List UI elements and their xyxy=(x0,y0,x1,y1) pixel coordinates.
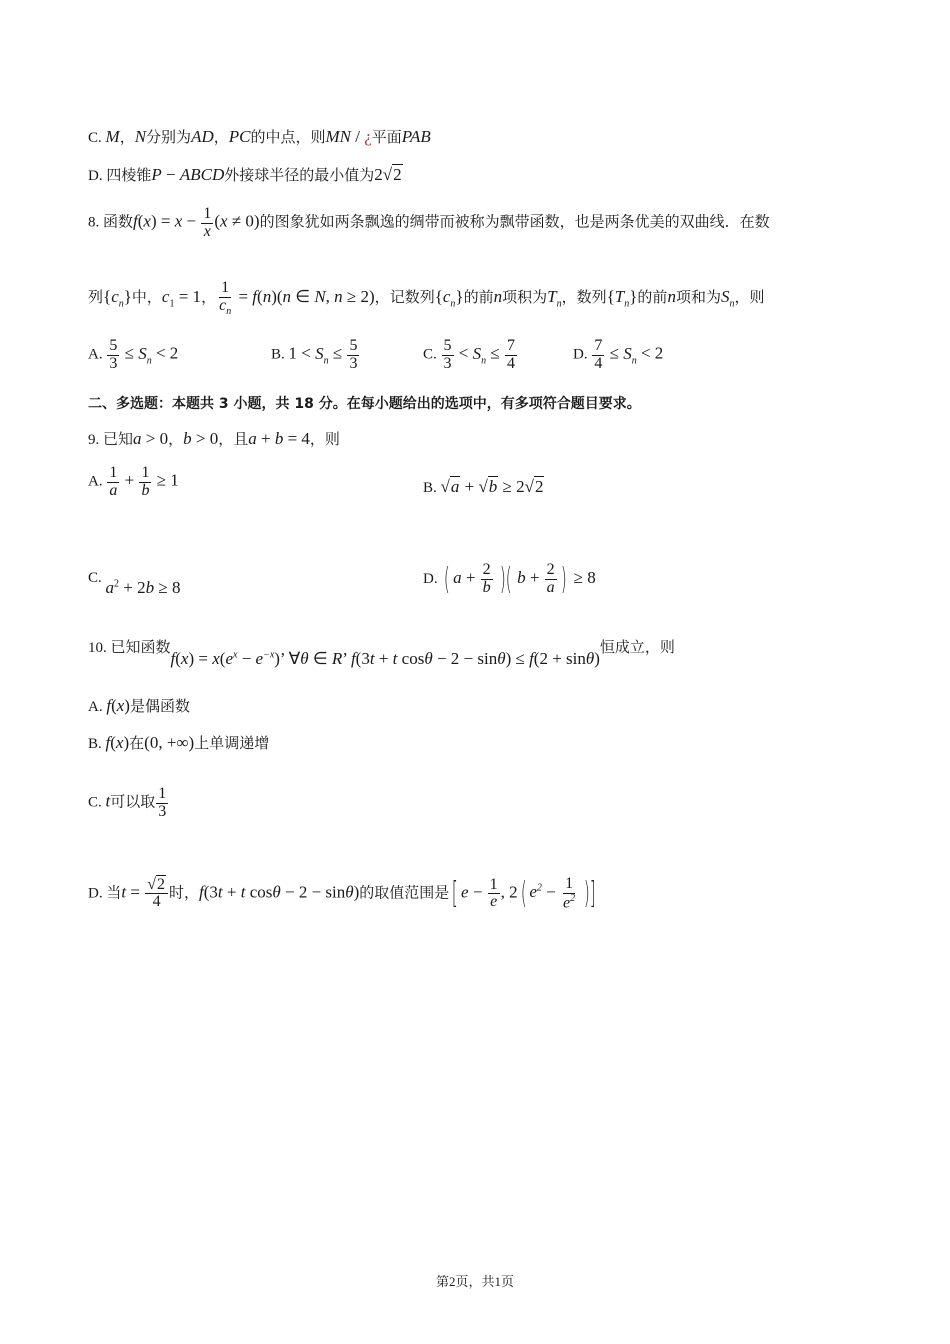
math: ) xyxy=(123,733,130,752)
math: (3 xyxy=(203,882,218,902)
math: $T_n$ xyxy=(547,287,562,310)
math: n xyxy=(667,287,676,307)
fraction: $\frac{1}{c_n}$ xyxy=(219,279,232,317)
fraction: $\frac{2}{a}$ xyxy=(546,561,555,596)
math: / xyxy=(351,127,365,146)
math: a xyxy=(105,578,115,597)
fraction: $\frac{5}{3}$ xyxy=(109,337,118,372)
text: 外接球半径的最小值为 xyxy=(224,168,375,184)
math: (3 xyxy=(355,649,370,668)
math: ) = xyxy=(150,211,175,231)
math: x xyxy=(212,649,220,668)
q7-option-d xyxy=(88,166,403,184)
fraction: $\frac{7}{4}$ xyxy=(506,337,515,372)
question-number: 8. xyxy=(88,214,100,231)
math: $S_n$ xyxy=(720,287,735,310)
math: cos xyxy=(397,649,425,668)
text: 函数 xyxy=(103,214,134,231)
math: a xyxy=(453,567,462,587)
math: + xyxy=(525,567,544,587)
math: > 0 xyxy=(141,429,169,448)
math: ’ xyxy=(342,649,351,668)
math: $S_n$ xyxy=(315,343,329,367)
fraction: $\frac{1}{a}$ xyxy=(109,464,118,499)
math: )] xyxy=(583,875,596,911)
math: f xyxy=(133,211,138,231)
math: )( xyxy=(271,287,283,307)
math: MN xyxy=(325,127,351,146)
math: ) xyxy=(560,562,567,597)
math: b xyxy=(517,567,526,587)
q10-option-c xyxy=(88,786,169,821)
question-number: 9. xyxy=(88,432,100,448)
math: $e^{-x}$ xyxy=(255,649,275,668)
text: ，则 xyxy=(309,432,340,448)
q8-option-a xyxy=(88,338,178,373)
text: 上单调递增 xyxy=(194,736,270,752)
option-label: B. xyxy=(423,480,437,496)
math: ≤ xyxy=(486,343,504,363)
math: ) xyxy=(124,696,130,715)
math: { xyxy=(606,287,615,307)
math: } xyxy=(629,287,638,307)
math: { xyxy=(434,287,443,307)
math: ( xyxy=(111,696,117,715)
math: 2√2 xyxy=(374,165,402,184)
q8-option-b xyxy=(271,338,360,373)
math: b xyxy=(183,429,192,448)
math: < xyxy=(454,343,473,363)
math: x xyxy=(115,733,124,752)
math: θ xyxy=(345,882,354,902)
math: − xyxy=(541,882,561,902)
text: 分别为 xyxy=(146,130,192,146)
math: ( xyxy=(257,287,263,307)
math: √b xyxy=(478,477,498,496)
q10-option-b xyxy=(88,734,269,752)
math: ∈ xyxy=(308,649,332,668)
q10-option-d xyxy=(88,876,602,912)
math: ≤ xyxy=(605,343,624,363)
math: $S_n$ xyxy=(138,343,152,367)
text: 中， xyxy=(131,290,162,307)
math: ( xyxy=(110,733,116,752)
math: + xyxy=(374,649,393,668)
math: = xyxy=(126,882,145,902)
math: N xyxy=(314,287,326,307)
text: ， xyxy=(201,290,217,307)
option-label: C. xyxy=(423,346,437,363)
math: ) ≤ xyxy=(505,649,530,668)
math: $c_n$ xyxy=(111,287,124,310)
math: − xyxy=(468,882,487,902)
math: PAB xyxy=(401,127,431,146)
q8-line1 xyxy=(88,206,770,241)
option-label: D. xyxy=(573,346,588,363)
math: ) xyxy=(353,882,360,902)
option-label: D. xyxy=(423,570,438,587)
text: 的中点，则 xyxy=(250,130,326,146)
math: ≥ 2√2 xyxy=(498,477,544,496)
math: ≥ 8 xyxy=(569,567,596,587)
text: 项和为 xyxy=(675,290,721,307)
math: f xyxy=(106,696,112,715)
q9-option-d xyxy=(423,562,596,597)
question-number: 10. xyxy=(88,640,107,656)
q7-option-c: C. M，N分别为AD，PC的中点，则MN / ¿平面PAB xyxy=(88,127,431,146)
fraction: $\frac{1}{b}$ xyxy=(141,464,150,499)
math: $^2$ + 2 xyxy=(114,578,146,597)
math: t xyxy=(369,649,375,668)
math: )’ ∀ xyxy=(274,649,301,668)
math: = xyxy=(234,287,253,307)
math: θ xyxy=(585,649,595,668)
math: + xyxy=(120,470,139,490)
fraction: $\frac{√2}{4}$ xyxy=(145,877,168,912)
math: ≤ xyxy=(120,343,139,363)
math: √a xyxy=(440,477,460,496)
text: ， xyxy=(374,290,390,307)
math: θ xyxy=(272,882,281,902)
math: AD xyxy=(191,127,214,146)
text: 可以取 xyxy=(110,794,156,811)
math: f xyxy=(198,882,204,902)
math: < 2 xyxy=(151,343,179,363)
math: ( xyxy=(214,211,221,231)
option-label: D. xyxy=(88,168,103,184)
math: ≥ 1 xyxy=(152,470,179,490)
math: c xyxy=(161,287,170,307)
math: t xyxy=(105,791,111,811)
math: f xyxy=(350,649,356,668)
math: x xyxy=(116,696,125,715)
text: ，则 xyxy=(734,290,765,307)
fraction: $\frac{5}{3}$ xyxy=(443,337,452,372)
math: x xyxy=(220,211,228,231)
math: , xyxy=(325,287,335,307)
q9-stem: 9. 已知a > 0，b > 0，且a + b = 4，则 xyxy=(88,429,340,448)
math: t xyxy=(240,882,246,902)
text: 的前 xyxy=(463,290,494,307)
math: f xyxy=(529,649,534,668)
math: ¿ xyxy=(364,127,372,146)
math: − xyxy=(182,211,201,231)
math: t xyxy=(121,882,127,902)
q10-stem xyxy=(88,638,675,668)
math: > 0 xyxy=(191,429,219,448)
math: } xyxy=(123,287,132,307)
math: − 2 − sin xyxy=(280,882,346,902)
q8-line2 xyxy=(88,280,764,317)
math: (2 + sin xyxy=(533,649,586,668)
math: ( xyxy=(219,649,226,668)
math: f xyxy=(170,649,176,668)
math: b xyxy=(145,578,155,597)
text: 时， xyxy=(168,885,199,902)
math: n xyxy=(493,287,503,307)
math: ABCD xyxy=(179,165,225,184)
math: t xyxy=(217,882,223,902)
math: t xyxy=(392,649,398,668)
math: PC xyxy=(228,127,251,146)
math: ( xyxy=(175,649,181,668)
math: = 4 xyxy=(283,429,310,448)
text: 是偶函数 xyxy=(129,699,190,715)
math: n xyxy=(262,287,272,307)
option-label: A. xyxy=(88,346,103,363)
text: 记数列 xyxy=(389,290,435,307)
option-label: B. xyxy=(88,736,102,752)
math: R xyxy=(331,649,343,668)
math: P xyxy=(151,165,162,184)
option-label: C. xyxy=(88,794,102,811)
math: ≤ xyxy=(328,343,347,363)
text: 在 xyxy=(129,736,145,752)
math: $S_n$ xyxy=(623,343,637,367)
option-label: A. xyxy=(88,699,103,715)
q9-option-a xyxy=(88,465,179,500)
math: e xyxy=(461,882,469,902)
text: 项积为 xyxy=(502,290,548,307)
text: 当 xyxy=(106,885,122,902)
text: 的前 xyxy=(637,290,668,307)
q9-option-b xyxy=(423,477,544,497)
q9-option-c xyxy=(88,567,181,597)
math: ( xyxy=(444,562,451,597)
math: $e^2$ xyxy=(529,882,542,902)
math: $c_n$ xyxy=(442,287,456,310)
math: θ xyxy=(497,649,506,668)
fraction: $\frac{7}{4}$ xyxy=(594,337,603,372)
option-label: C. xyxy=(88,130,102,146)
option-label: D. xyxy=(88,885,103,902)
math: f xyxy=(105,733,111,752)
fraction: $\frac{2}{b}$ xyxy=(482,561,491,596)
math: + xyxy=(460,477,479,496)
math: x xyxy=(180,649,189,668)
math: $T_n$ xyxy=(614,287,630,310)
fraction: $\frac{1}{e^2}$ xyxy=(563,875,576,912)
math: M xyxy=(105,127,120,146)
math: − xyxy=(237,649,256,668)
math: { xyxy=(103,287,112,307)
math: ∈ xyxy=(291,287,315,307)
math: n xyxy=(282,287,292,307)
text: 的图象犹如两条飘逸的绸带而被称为飘带函数，也是两条优美的双曲线．在数 xyxy=(259,214,770,231)
math: + xyxy=(256,429,275,448)
option-label: C. xyxy=(88,570,102,586)
fraction: $\frac{5}{3}$ xyxy=(349,337,358,372)
option-label: B. xyxy=(271,346,285,363)
math: ) xyxy=(594,649,600,668)
math: < 2 xyxy=(636,343,664,363)
math: $S_n$ xyxy=(472,343,487,367)
text: ，数列 xyxy=(561,290,607,307)
text: 恒成立，则 xyxy=(599,640,675,656)
math: )( xyxy=(499,562,512,597)
math: − 2 − sin xyxy=(432,649,498,668)
math: , 2 xyxy=(500,882,518,902)
fraction: $\frac{1}{e}$ xyxy=(489,875,498,911)
q8-option-d xyxy=(573,338,663,373)
math: ) = xyxy=(188,649,213,668)
option-label: A. xyxy=(88,473,103,490)
math: + xyxy=(461,567,480,587)
math: cos xyxy=(245,882,273,902)
math: ( xyxy=(137,211,144,231)
text: 四棱锥 xyxy=(106,168,152,184)
text: 已知 xyxy=(103,432,134,448)
math: (0, +∞) xyxy=(144,733,195,752)
text: 的取值范围是 xyxy=(359,885,450,902)
math: } xyxy=(455,287,464,307)
math: ( xyxy=(520,875,527,911)
fraction: $\frac{1}{x}$ xyxy=(203,205,212,240)
fraction: $\frac{1}{3}$ xyxy=(158,785,167,820)
math: − xyxy=(161,165,180,184)
math: $e^x$ xyxy=(225,649,238,668)
text: 已知函数 xyxy=(110,640,171,656)
math: a xyxy=(133,429,142,448)
math: [ xyxy=(452,875,459,911)
text: 列 xyxy=(88,290,104,307)
math: θ xyxy=(424,649,433,668)
math: a xyxy=(248,429,257,448)
section-heading: 二、多选题：本题共 3 小题，共 18 分。在每小题给出的选项中，有多项符合题目要求。 xyxy=(88,396,641,412)
math: x xyxy=(174,211,183,231)
math: b xyxy=(274,429,284,448)
math: N xyxy=(134,127,147,146)
math: f xyxy=(252,287,258,307)
math: + xyxy=(222,882,241,902)
math: $_1$ = 1 xyxy=(169,287,202,310)
q10-option-a xyxy=(88,697,190,715)
math: ≥ 8 xyxy=(154,578,181,597)
math: x xyxy=(143,211,151,231)
math: ≥ 2) xyxy=(342,287,375,307)
page-footer: 第2页，共1页 xyxy=(435,1274,514,1289)
q8-option-c xyxy=(423,338,518,373)
math: n xyxy=(334,287,343,307)
math: 1 < xyxy=(288,343,316,363)
math: θ xyxy=(300,649,309,668)
math: ≠ 0) xyxy=(227,211,260,231)
text: 平面 xyxy=(371,130,402,146)
